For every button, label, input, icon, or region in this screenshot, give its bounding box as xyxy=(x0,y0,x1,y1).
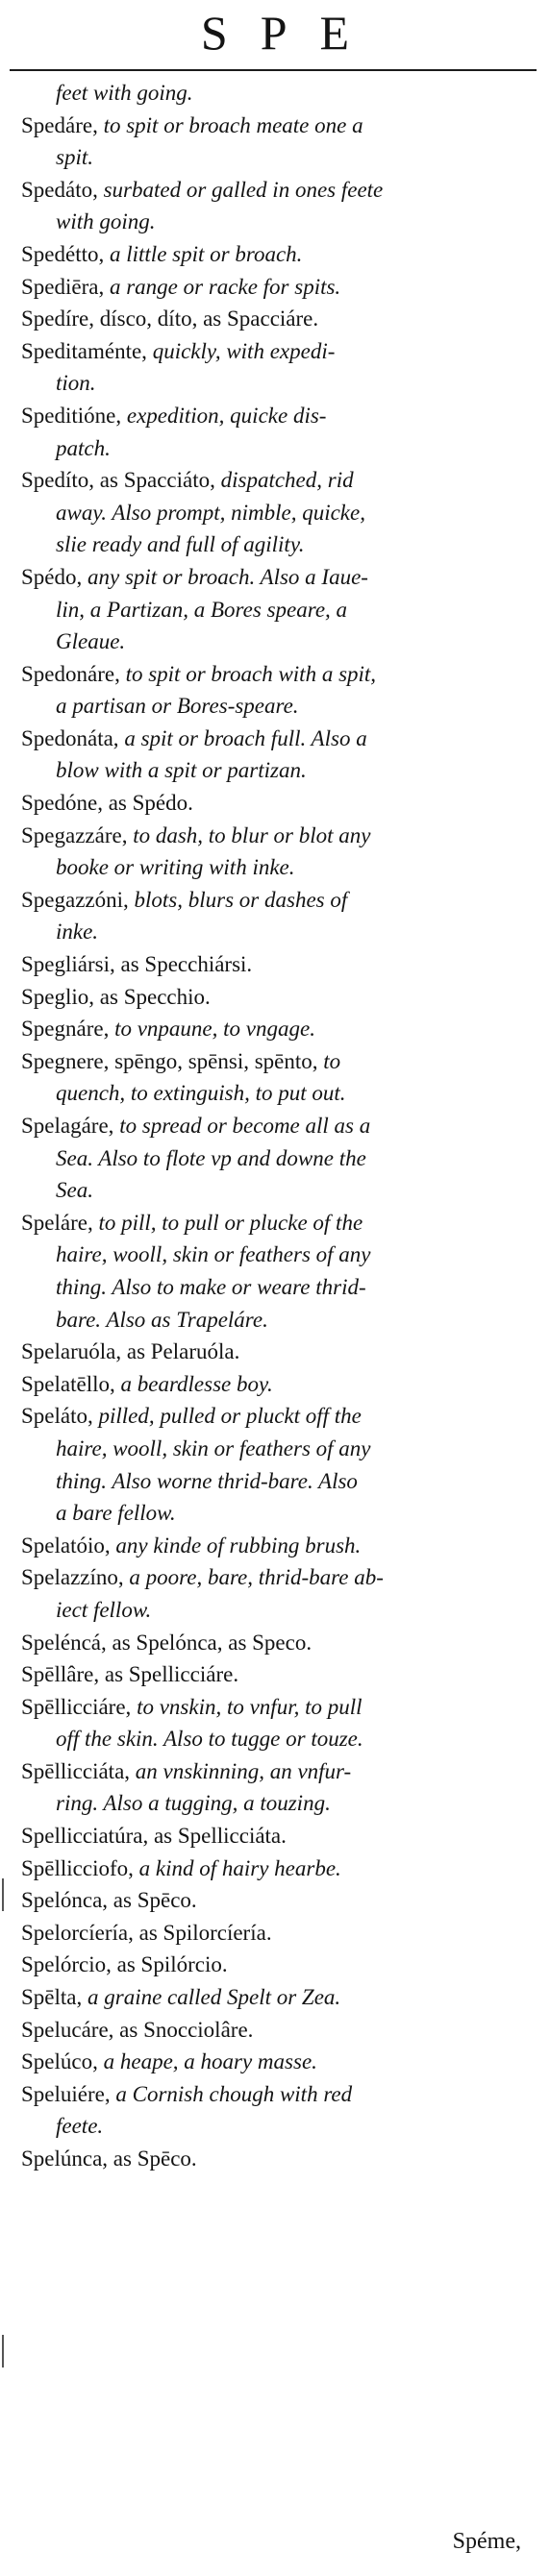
headword: Spēllicciáre, xyxy=(21,1694,138,1719)
entry-continuation-line xyxy=(21,77,531,110)
definition-text: a range or racke for spits. xyxy=(109,274,341,299)
definition-text: ring. Also a tugging, a touzing. xyxy=(56,1791,331,1816)
definition-text: tion. xyxy=(56,371,96,396)
entry-continuation-line xyxy=(21,1723,531,1755)
definition-text: off the skin. Also to tugge or touze. xyxy=(56,1727,363,1752)
entry-line xyxy=(21,948,531,981)
entry-line xyxy=(21,1045,531,1078)
definition-text: a spit or broach full. Also a xyxy=(124,725,367,750)
entry-continuation-line xyxy=(21,1304,531,1337)
entry-line xyxy=(21,2014,531,2047)
entry-continuation-line xyxy=(21,1594,531,1627)
entry-line xyxy=(21,658,531,691)
definition-text: spit. xyxy=(56,145,93,170)
definition-text: with going. xyxy=(56,209,156,234)
entry-line xyxy=(21,400,531,432)
entry-line xyxy=(21,981,531,1014)
entry-continuation-line xyxy=(21,626,531,658)
entry-line xyxy=(21,787,531,820)
definition-text: iect fellow. xyxy=(56,1597,152,1622)
headword: Spelúco, xyxy=(21,2049,104,2074)
headword: Spēllicciáta, xyxy=(21,1758,136,1783)
entry-line xyxy=(21,1658,531,1691)
entry-continuation-line xyxy=(21,1465,531,1498)
entry-continuation-line xyxy=(21,1142,531,1175)
definition-text: booke or writing with inke. xyxy=(56,855,295,880)
definition-text: feete. xyxy=(56,2114,104,2139)
entry-line xyxy=(21,723,531,755)
entry-line xyxy=(21,561,531,594)
entry-line xyxy=(21,1530,531,1562)
definition-text: haire, wooll, skin or feathers of any xyxy=(56,1435,371,1460)
definition-text: a partisan or Bores-speare. xyxy=(56,694,299,719)
headword: Spēlta, xyxy=(21,1985,88,2010)
header-rule xyxy=(10,69,537,71)
entry-line xyxy=(21,1627,531,1659)
headword: Speglio, as Specchio. xyxy=(21,984,211,1009)
definition-text: any kinde of rubbing brush. xyxy=(115,1533,362,1558)
entry-continuation-line xyxy=(21,1271,531,1304)
definition-text: Sea. Also to flote vp and downe the xyxy=(56,1145,366,1170)
entry-line xyxy=(21,1852,531,1885)
headword: Spedétto, xyxy=(21,241,110,266)
definition-text: patch. xyxy=(56,435,111,460)
definition-text: an vnskinning, an vnfur- xyxy=(135,1758,352,1783)
definition-text: inke. xyxy=(56,920,99,945)
headword: Spelatēllo, xyxy=(21,1371,121,1396)
entry-line xyxy=(21,110,531,142)
headword: Spelórcio, as Spilórcio. xyxy=(21,1952,228,1977)
entry-continuation-line xyxy=(21,594,531,626)
headword: Spedáto, xyxy=(21,177,104,202)
definition-text: quench, to extinguish, to put out. xyxy=(56,1081,346,1106)
headword: Speléncá, as Spelónca, as Speco. xyxy=(21,1630,312,1655)
entry-continuation-line xyxy=(21,1239,531,1271)
headword: Speditióne, xyxy=(21,403,127,428)
entry-line xyxy=(21,2078,531,2111)
definition-text: expedition, quicke dis- xyxy=(126,403,327,428)
entry-continuation-line xyxy=(21,916,531,948)
headword: Spelónca, as Spēco. xyxy=(21,1888,197,1913)
headword: Spedíre, dísco, díto, as Spacciáre. xyxy=(21,307,319,331)
headword: Spellicciatúra, as Spellicciáta. xyxy=(21,1824,287,1849)
definition-text: to spread or become all as a xyxy=(119,1114,371,1138)
entry-line xyxy=(21,1561,531,1594)
definition-text: thing. Also to make or weare thrid- xyxy=(56,1274,366,1299)
headword: Speditaménte, xyxy=(21,338,153,363)
entry-line xyxy=(21,884,531,917)
entry-line xyxy=(21,1949,531,1981)
entry-continuation-line xyxy=(21,206,531,238)
headword: Spedonáta, xyxy=(21,725,125,750)
entry-line xyxy=(21,1691,531,1724)
definition-text: to xyxy=(323,1048,341,1073)
headword: Spelorcíería, as Spilorcíería. xyxy=(21,1920,272,1945)
definition-text: to spit or broach with a spit, xyxy=(125,661,377,686)
definition-text: dispatched, rid xyxy=(220,468,354,493)
definition-text: to vnpaune, to vngage. xyxy=(114,1017,315,1042)
entry-continuation-line xyxy=(21,1433,531,1465)
entry-continuation-line xyxy=(21,851,531,884)
entry-continuation-line xyxy=(21,141,531,174)
headword: Spedonáre, xyxy=(21,661,126,686)
headword: Spegnere, spēngo, spēnsi, spēnto, xyxy=(21,1048,324,1073)
entry-line xyxy=(21,1013,531,1045)
headword: Speluiére, xyxy=(21,2081,116,2106)
definition-text: surbated or galled in ones feete xyxy=(103,177,384,202)
entry-line xyxy=(21,820,531,852)
margin-mark xyxy=(2,2335,4,2367)
entry-line xyxy=(21,1820,531,1852)
entry-line xyxy=(21,335,531,368)
entry-continuation-line xyxy=(21,2110,531,2143)
definition-text: to spit or broach meate one a xyxy=(103,112,363,137)
entry-line xyxy=(21,1207,531,1239)
entry-continuation-line xyxy=(21,754,531,787)
headword: Speláre, xyxy=(21,1210,99,1235)
entry-line xyxy=(21,238,531,271)
definition-text: a kind of hairy hearbe. xyxy=(138,1855,341,1880)
running-head: SPE xyxy=(200,6,383,60)
definition-text: a beardlesse boy. xyxy=(120,1371,273,1396)
entry-line xyxy=(21,1336,531,1368)
entry-column xyxy=(21,77,531,2175)
definition-text: quickly, with expedi- xyxy=(152,338,336,363)
entry-continuation-line xyxy=(21,1174,531,1207)
entry-continuation-line xyxy=(21,432,531,465)
entry-line xyxy=(21,271,531,304)
entry-line xyxy=(21,2143,531,2175)
entry-continuation-line xyxy=(21,1077,531,1110)
definition-text: a bare fellow. xyxy=(56,1501,176,1526)
headword: Spelucáre, as Snocciolâre. xyxy=(21,2017,254,2042)
definition-text: a poore, bare, thrid-bare ab- xyxy=(129,1565,384,1590)
entry-line xyxy=(21,1884,531,1917)
entry-line xyxy=(21,1368,531,1401)
entry-continuation-line xyxy=(21,1787,531,1820)
definition-text: pilled, pulled or pluckt off the xyxy=(98,1404,362,1429)
headword: Spedóne, as Spédo. xyxy=(21,791,193,816)
entry-continuation-line xyxy=(21,528,531,561)
entry-continuation-line xyxy=(21,497,531,529)
definition-text: Sea. xyxy=(56,1178,93,1203)
entry-line xyxy=(21,1755,531,1788)
headword: Spedíto, as Spacciáto, xyxy=(21,468,221,493)
definition-text: slie ready and full of agility. xyxy=(56,532,305,557)
definition-text: to pill, to pull or plucke of the xyxy=(98,1210,363,1235)
entry-line xyxy=(21,1917,531,1950)
entry-continuation-line xyxy=(21,690,531,723)
definition-text: away. Also prompt, nimble, quicke, xyxy=(56,500,365,525)
definition-text: any spit or broach. Also a Iaue- xyxy=(88,564,368,589)
entry-line xyxy=(21,464,531,497)
definition-text: a heape, a hoary masse. xyxy=(103,2049,317,2074)
entry-line xyxy=(21,2046,531,2078)
catchword: Spéme, xyxy=(452,2529,521,2554)
definition-text: Gleaue. xyxy=(56,629,126,654)
definition-text: a graine called Spelt or Zea. xyxy=(88,1985,341,2010)
headword: Spelúnca, as Spēco. xyxy=(21,2147,197,2171)
entry-line xyxy=(21,1400,531,1433)
definition-text: a little spit or broach. xyxy=(110,241,303,266)
definition-text: bare. Also as Trapeláre. xyxy=(56,1307,268,1332)
headword: Speláto, xyxy=(21,1404,99,1429)
definition-text: to vnskin, to vnfur, to pull xyxy=(137,1694,362,1719)
headword: Spēllicciofo, xyxy=(21,1855,139,1880)
headword: Spegazzáre, xyxy=(21,822,134,847)
headword: Spedáre, xyxy=(21,112,104,137)
entry-continuation-line xyxy=(21,1497,531,1530)
headword: Spelagáre, xyxy=(21,1114,120,1138)
entry-line xyxy=(21,1110,531,1142)
headword: Spediēra, xyxy=(21,274,110,299)
headword: Spelazzíno, xyxy=(21,1565,130,1590)
headword: Spelatóio, xyxy=(21,1533,116,1558)
headword: Spegnáre, xyxy=(21,1017,115,1042)
entry-line xyxy=(21,174,531,207)
entry-continuation-line xyxy=(21,367,531,400)
headword: Spédo, xyxy=(21,564,88,589)
definition-text: blots, blurs or dashes of xyxy=(134,887,348,912)
definition-text: blow with a spit or partizan. xyxy=(56,758,307,783)
headword: Spegazzóni, xyxy=(21,887,135,912)
definition-text: to dash, to blur or blot any xyxy=(133,822,371,847)
definition-text: thing. Also worne thrid-bare. Also xyxy=(56,1468,358,1493)
margin-mark xyxy=(2,1878,4,1911)
page-header xyxy=(0,0,550,75)
definition-text: a Cornish chough with red xyxy=(115,2081,353,2106)
definition-text: feet with going. xyxy=(56,81,193,105)
headword: Spēllâre, as Spellicciáre. xyxy=(21,1662,239,1687)
headword: Spelaruóla, as Pelaruóla. xyxy=(21,1339,240,1364)
entry-line xyxy=(21,1981,531,2014)
definition-text: lin, a Partizan, a Bores speare, a xyxy=(56,597,348,622)
definition-text: haire, wooll, skin or feathers of any xyxy=(56,1242,371,1267)
headword: Spegliársi, as Specchiársi. xyxy=(21,952,253,977)
entry-line xyxy=(21,303,531,335)
